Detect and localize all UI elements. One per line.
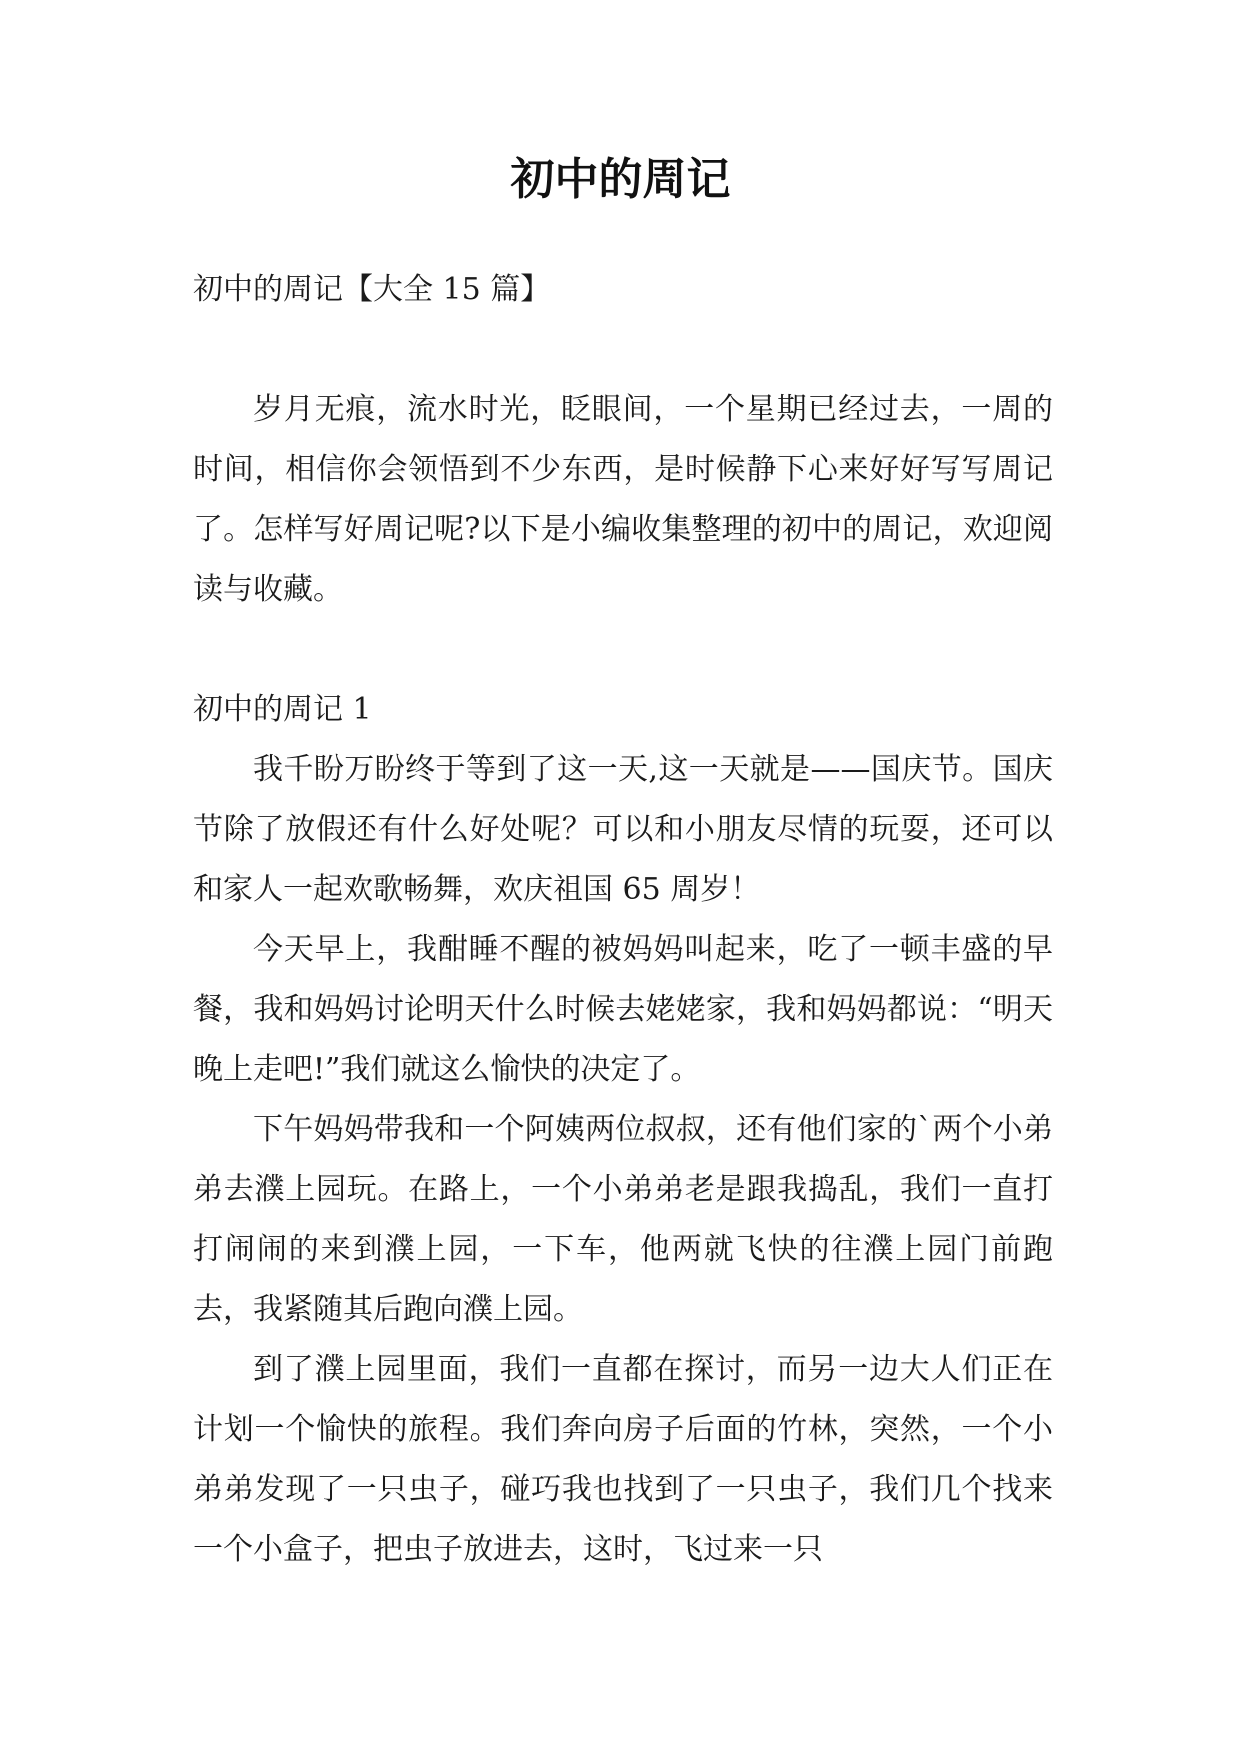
intro-paragraph: 岁月无痕，流水时光，眨眼间，一个星期已经过去，一周的时间，相信你会领悟到不少东西，是时候静下心来好好写写周记了。怎样写好周记呢?以下是小编收集整理的初中的周记，欢迎阅读与收藏。 bbox=[193, 392, 1053, 607]
section-heading: 初中的周记 1 bbox=[193, 692, 372, 727]
document-subtitle: 初中的周记【大全 15 篇】 bbox=[193, 272, 551, 307]
body-paragraph: 到了濮上园里面，我们一直都在探讨，而另一边大人们正在计划一个愉快的旅程。我们奔向房子后面的竹林，突然，一个小弟弟发现了一只虫子，碰巧我也找到了一只虫子，我们几个找来一个小盒子，把虫子放进去，这时，飞过来一只 bbox=[193, 1352, 1053, 1567]
spacer bbox=[193, 620, 1053, 680]
body-paragraph: 今天早上，我酣睡不醒的被妈妈叫起来，吃了一顿丰盛的早餐，我和妈妈讨论明天什么时候去姥姥家，我和妈妈都说：“明天晚上走吧!”我们就这么愉快的决定了。 bbox=[193, 932, 1053, 1087]
body-paragraph: 下午妈妈带我和一个阿姨两位叔叔，还有他们家的`两个小弟弟去濮上园玩。在路上，一个小弟弟老是跟我捣乱，我们一直打打闹闹的来到濮上园，一下车，他两就飞快的往濮上园门前跑去，我紧随其后跑向濮上园。 bbox=[193, 1112, 1053, 1327]
document-title: 初中的周记 bbox=[510, 154, 731, 205]
document-body bbox=[193, 260, 1053, 1580]
body-paragraph: 我千盼万盼终于等到了这一天,这一天就是——国庆节。国庆节除了放假还有什么好处呢？可以和小朋友尽情的玩耍，还可以和家人一起欢歌畅舞，欢庆祖国 65 周岁！ bbox=[193, 752, 1053, 907]
spacer bbox=[193, 320, 1053, 380]
